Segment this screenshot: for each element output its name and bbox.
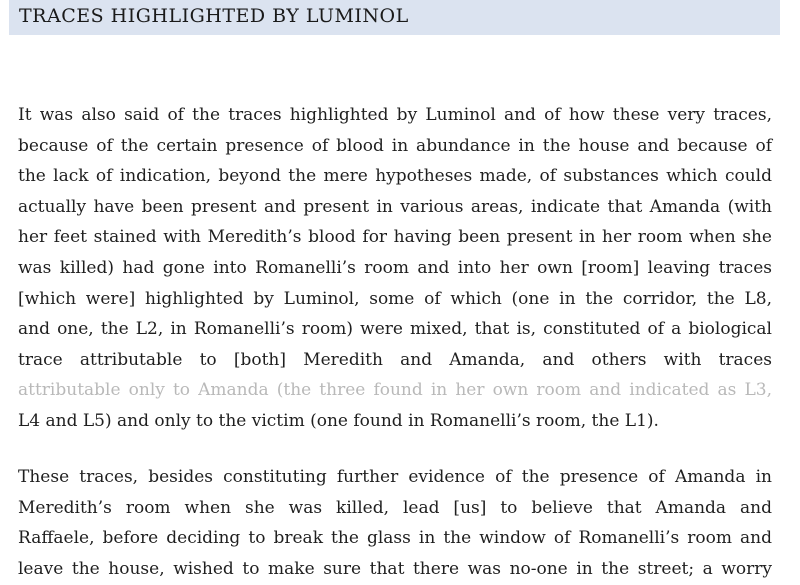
paragraph-2-line: Raffaele, before deciding to break the glass in the window of Romanelli’s room and <box>18 528 772 549</box>
paragraph-1-line: L4 and L5) and only to the victim (one found in Romanelli’s room, the L1). <box>18 410 659 431</box>
paragraph-2 <box>18 462 772 584</box>
paragraph-1 <box>18 100 772 437</box>
section-heading-bar <box>9 0 780 35</box>
paragraph-1-line: was killed) had gone into Romanelli’s room and into her own [room] leaving traces <box>18 257 772 278</box>
paragraph-2-line: Meredith’s room when she was killed, lead [us] to believe that Amanda and <box>18 497 772 518</box>
paragraph-1-line: the lack of indication, beyond the mere hypotheses made, of substances which could <box>18 166 772 187</box>
paragraph-1-line: actually have been present and present in various areas, indicate that Amanda (with <box>18 196 772 217</box>
paragraph-2-line: These traces, besides constituting further evidence of the presence of Amanda in <box>18 467 772 487</box>
paragraph-1-line: attributable only to Amanda (the three found in her own room and indicated as L3, <box>18 380 772 401</box>
paragraph-1-line: because of the certain presence of blood in abundance in the house and because of <box>18 135 772 156</box>
section-heading: TRACES HIGHLIGHTED BY LUMINOL <box>19 5 409 27</box>
paragraph-2-line: leave the house, wished to make sure that there was no-one in the street; a worry <box>18 558 772 579</box>
paragraph-1-line: and one, the L2, in Romanelli’s room) were mixed, that is, constituted of a biological <box>18 319 772 340</box>
paragraph-1-line: trace attributable to [both] Meredith and Amanda, and others with traces <box>18 349 772 370</box>
paragraph-1-line: It was also said of the traces highlighted by Luminol and of how these very traces, <box>18 105 772 125</box>
paragraph-1-line: [which were] highlighted by Luminol, some of which (one in the corridor, the L8, <box>18 288 772 309</box>
paragraph-1-line: her feet stained with Meredith’s blood for having been present in her room when she <box>18 227 772 248</box>
